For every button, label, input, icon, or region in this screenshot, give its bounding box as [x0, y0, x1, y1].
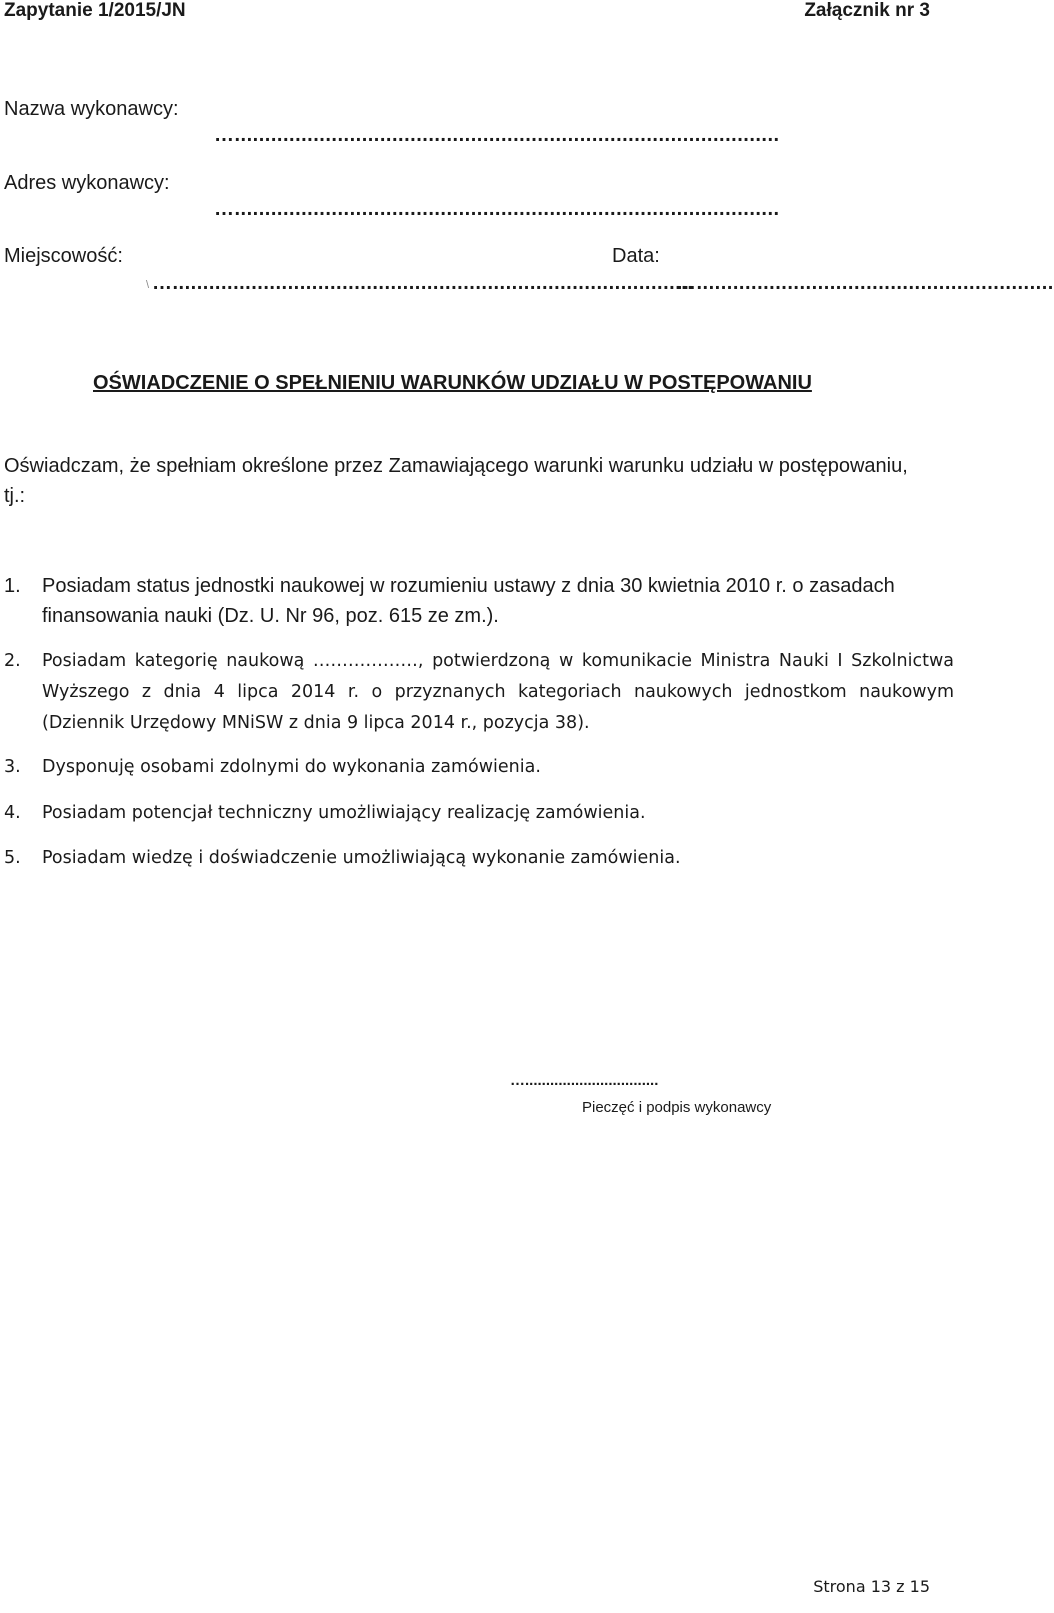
item-number: 5.	[4, 848, 21, 868]
contractor-address-field[interactable]: …..........................................................................................	[214, 198, 780, 220]
document-reference: Zapytanie 1/2015/JN	[4, 0, 186, 21]
attachment-number: Załącznik nr 3	[804, 0, 930, 21]
signature-line[interactable]: …................................	[510, 1072, 659, 1089]
item-number: 1.	[4, 575, 21, 597]
signature-label: Pieczęć i podpis wykonawcy	[582, 1099, 772, 1116]
intro-line-2: tj.:	[4, 485, 26, 507]
item-number: 4.	[4, 803, 21, 823]
place-field-marker: \	[146, 279, 150, 291]
item-text: Posiadam status jednostki naukowej w rozumieniu ustawy z dnia 30 kwietnia 2010 r. o zasadach finansowania nauki (Dz. U. Nr 96, poz. 615 ze zm.).	[42, 575, 895, 627]
statement-title: OŚWIADCZENIE O SPEŁNIENIU WARUNKÓW UDZIAŁU W POSTĘPOWANIU	[93, 372, 812, 394]
page-number: Strona 13 z 15	[813, 1577, 930, 1596]
item-text: Posiadam kategorię naukową ………………, potwierdzoną w komunikacie Ministra Nauki I Szkolnictwa Wyższego z dnia 4 lipca 2014 r. o przyznanych kategoriach naukowych jednostkom naukowym (Dziennik Urzędowy MNiSW z dnia 9 lipca 2014 r., pozycja 38).	[42, 651, 954, 733]
item-text: Dysponuję osobami zdolnymi do wykonania zamówienia.	[42, 757, 541, 777]
date-label: Data:	[612, 245, 660, 267]
item-number: 3.	[4, 757, 21, 777]
item-text: Posiadam wiedzę i doświadczenie umożliwiającą wykonanie zamówienia.	[42, 848, 681, 868]
contractor-address-label: Adres wykonawcy:	[4, 172, 170, 194]
intro-line-1: Oświadczam, że spełniam określone przez Zamawiającego warunki warunku udziału w postępowaniu,	[4, 455, 908, 477]
contractor-name-field[interactable]: …..........................................................................................	[214, 124, 780, 146]
item-text: Posiadam potencjał techniczny umożliwiający realizację zamówienia.	[42, 803, 646, 823]
place-field[interactable]: …......................................................................................	[152, 272, 694, 294]
place-label: Miejscowość:	[4, 245, 123, 267]
date-field[interactable]: …...........................................................	[676, 272, 1054, 294]
contractor-name-label: Nazwa wykonawcy:	[4, 98, 179, 120]
item-number: 2.	[4, 651, 21, 671]
